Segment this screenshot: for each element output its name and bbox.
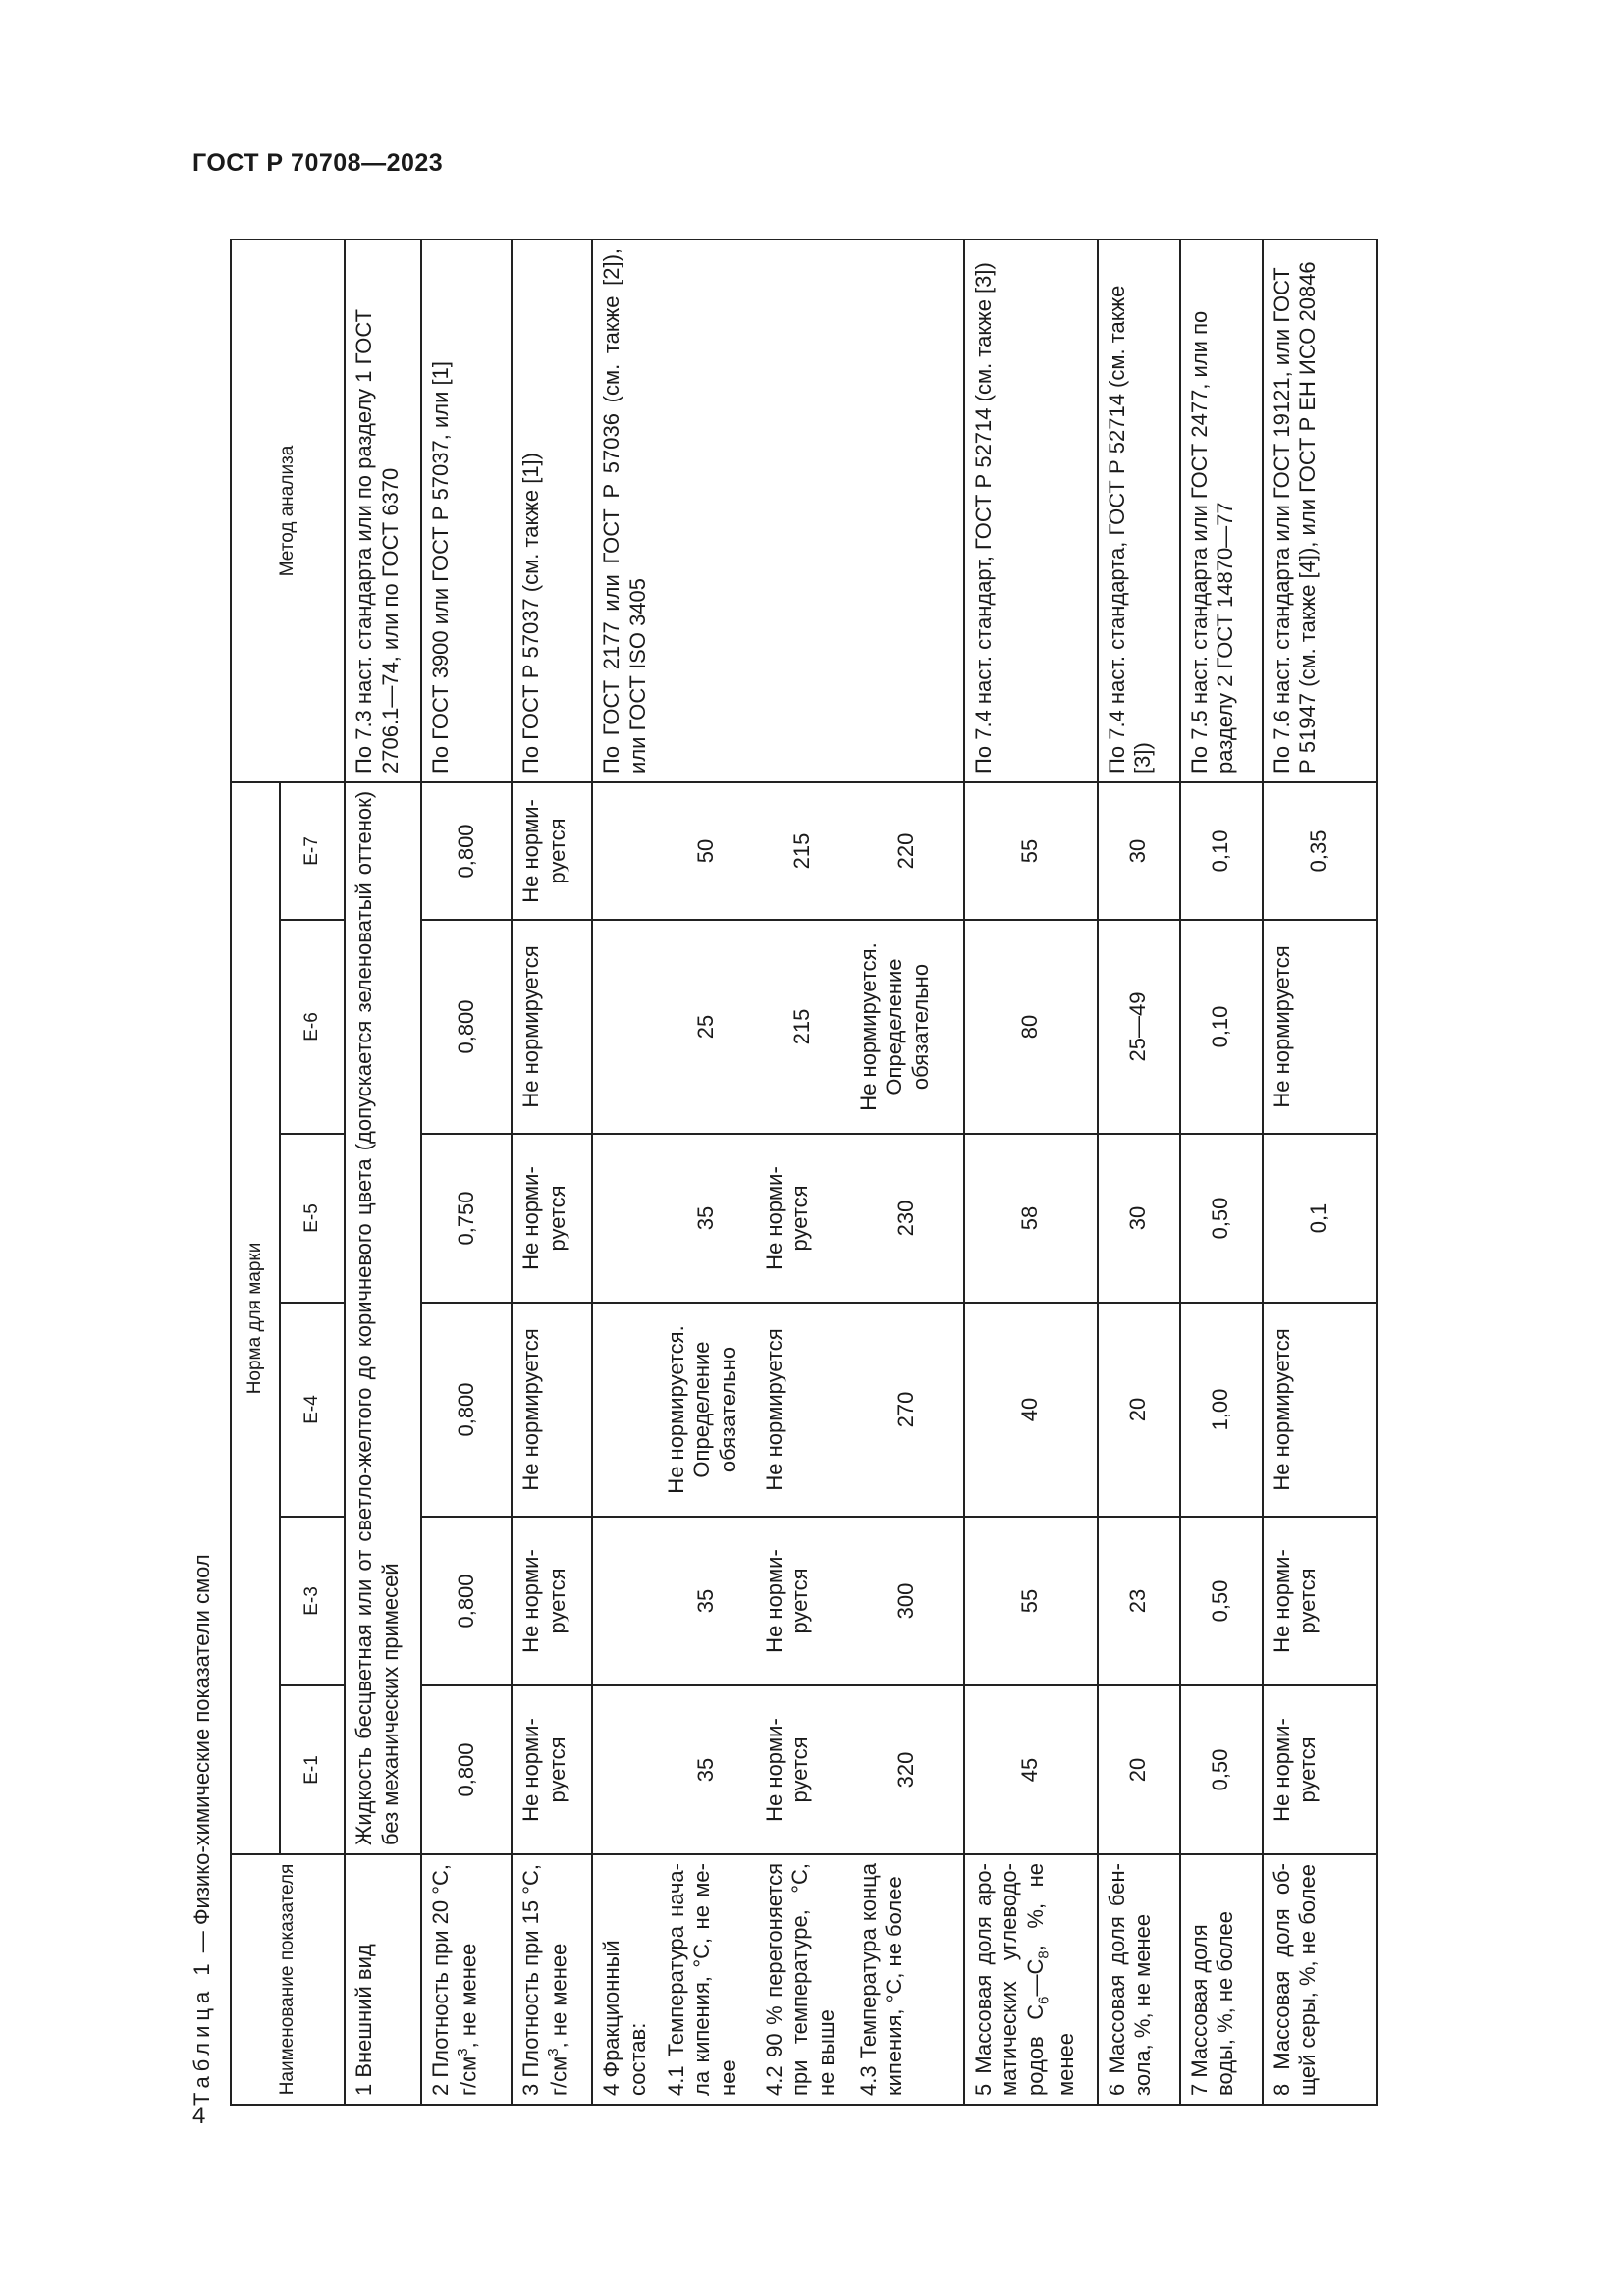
appearance-value: Жидкость бесцветная или от светло-желтого до коричневого цвета (допускается зеленоватый оттенок) без механических примесей — [345, 782, 421, 1854]
value-cell: 20 — [1098, 1685, 1180, 1854]
table-caption-title: — Физико-химические показатели смол — [189, 1554, 214, 1959]
value-cell: 215 — [756, 782, 850, 920]
value-cell: 35 — [658, 1517, 756, 1685]
value-cell: 0,10 — [1180, 920, 1263, 1134]
header-indicator: Наименование показателя — [231, 1854, 345, 2105]
indicator-name: 4 Фракционный состав: — [592, 1854, 658, 2105]
value-cell: 0,50 — [1180, 1517, 1263, 1685]
table-row — [1263, 240, 1377, 2105]
indicator-name: 4.3 Температура конца кипения, °С, не более — [850, 1854, 964, 2105]
table-row — [592, 240, 658, 2105]
value-cell: 0,800 — [421, 1685, 512, 1854]
value-cell: 35 — [658, 1134, 756, 1303]
header-grade: Е-6 — [280, 920, 345, 1134]
value-cell: 230 — [850, 1134, 964, 1303]
table-row — [512, 240, 592, 2105]
value-cell: 0,800 — [421, 782, 512, 920]
value-cell: 0,35 — [1263, 782, 1377, 920]
indicator-name: 4.2 90 % перегоняется при температуре, °С, не выше — [756, 1854, 850, 2105]
header-norm: Норма для марки — [231, 782, 280, 1854]
value-cell: 40 — [964, 1303, 1098, 1517]
value-cell: 30 — [1098, 1134, 1180, 1303]
value-cell: 215 — [756, 920, 850, 1134]
header-grade: Е-7 — [280, 782, 345, 920]
value-cell: 58 — [964, 1134, 1098, 1303]
value-cell: Не нормируется — [512, 1303, 592, 1517]
document-code: ГОСТ Р 70708—2023 — [192, 149, 444, 177]
value-cell: 23 — [1098, 1517, 1180, 1685]
table-row — [1180, 240, 1263, 2105]
value-cell: 50 — [658, 782, 756, 920]
indicator-name: 3 Плотность при 15 °С, $г/см^3$, не менее — [512, 1854, 592, 2105]
indicator-name: 8 Массовая доля общей серы, %, не более — [1263, 1854, 1377, 2105]
value-cell: 220 — [850, 782, 964, 920]
value-cell: Не нормируется — [512, 1517, 592, 1685]
table-caption — [175, 240, 230, 2106]
value-cell: 30 — [1098, 782, 1180, 920]
value-cell: 0,50 — [1180, 1685, 1263, 1854]
method-cell: По ГОСТ 3900 или ГОСТ Р 57037, или [1] — [421, 240, 512, 782]
header-method: Метод анализа — [231, 240, 345, 782]
table-row — [1098, 240, 1180, 2105]
value-cell: Не нормируется — [512, 782, 592, 920]
value-cell: 1,00 — [1180, 1303, 1263, 1517]
indicator-name: 2 Плотность при 20 °С, $г/см^3$, не менее — [421, 1854, 512, 2105]
method-cell: По 7.6 наст. стандарта или ГОСТ 19121, или ГОСТ Р 51947 (см. также [4]), или ГОСТ Р ЕН ИСО 20846 — [1263, 240, 1377, 782]
value-cell: 0,750 — [421, 1134, 512, 1303]
value-cell: 270 — [850, 1303, 964, 1517]
header-grade: Е-5 — [280, 1134, 345, 1303]
table-caption-label: Таблица 1 — [189, 1958, 214, 2106]
value-cell: 300 — [850, 1517, 964, 1685]
indicator-name: 7 Массовая доля воды, %, не более — [1180, 1854, 1263, 2105]
value-cell: Не нормируется — [756, 1517, 850, 1685]
value-cell: 0,800 — [421, 920, 512, 1134]
value-cell: Не нормируется — [756, 1303, 850, 1517]
value-cell: 25 — [658, 920, 756, 1134]
method-cell: По 7.4 наст. стандарта, ГОСТ Р 52714 (см. также [3]) — [1098, 240, 1180, 782]
value-cell: 45 — [964, 1685, 1098, 1854]
value-cell: 55 — [964, 1517, 1098, 1685]
indicator-name: 5 Массовая доля ароматических углеводородов $С_6—С_8$, %, не менее — [964, 1854, 1098, 2105]
method-cell: По 7.5 наст. стандарта или ГОСТ 2477, или по разделу 2 ГОСТ 14870—77 — [1180, 240, 1263, 782]
physico-chemical-table — [230, 239, 1378, 2106]
method-cell: По ГОСТ 2177 или ГОСТ Р 57036 (см. также [2]), или ГОСТ ISO 3405 — [592, 240, 964, 782]
value-cell: 320 — [850, 1685, 964, 1854]
value-cell: 20 — [1098, 1303, 1180, 1517]
table-row — [421, 240, 512, 2105]
method-cell: По 7.3 наст. стандарта или по разделу 1 ГОСТ 2706.1—74, или по ГОСТ 6370 — [345, 240, 421, 782]
method-cell: По ГОСТ Р 57037 (см. также [1]) — [512, 240, 592, 782]
value-cell: Не нормируется — [512, 1134, 592, 1303]
table-row — [964, 240, 1098, 2105]
value-cell: Не нормируется — [1263, 920, 1377, 1134]
value-cell: Не нормируется. Определение обязательно — [850, 920, 964, 1134]
table-row — [345, 240, 421, 2105]
value-cell: 35 — [658, 1685, 756, 1854]
value-cell: Не нормируется — [1263, 1517, 1377, 1685]
value-cell: 0,10 — [1180, 782, 1263, 920]
method-cell: По 7.4 наст. стандарт, ГОСТ Р 52714 (см. также [3]) — [964, 240, 1098, 782]
indicator-name: 1 Внешний вид — [345, 1854, 421, 2105]
value-cell: Не нормируется — [1263, 1303, 1377, 1517]
value-cell: 25—49 — [1098, 920, 1180, 1134]
rotated-table-block — [175, 240, 1456, 2106]
value-cell: Не нормируется — [756, 1134, 850, 1303]
value-cell: Не нормируется — [512, 1685, 592, 1854]
value-cell: 0,1 — [1263, 1134, 1377, 1303]
value-cell: 0,800 — [421, 1517, 512, 1685]
header-grade: Е-4 — [280, 1303, 345, 1517]
value-cell: 0,800 — [421, 1303, 512, 1517]
value-cell: Не нормируется — [1263, 1685, 1377, 1854]
page-number: 4 — [192, 2103, 206, 2129]
value-cell: Не нормируется. Определение обязательно — [658, 1303, 756, 1517]
value-cell: Не нормируется — [512, 920, 592, 1134]
value-cell: 80 — [964, 920, 1098, 1134]
value-cell: Не нормируется — [756, 1685, 850, 1854]
value-cell: 0,50 — [1180, 1134, 1263, 1303]
header-grade: Е-3 — [280, 1517, 345, 1685]
indicator-name: 6 Массовая доля бензола, %, не менее — [1098, 1854, 1180, 2105]
header-grade: Е-1 — [280, 1685, 345, 1854]
value-cell: 55 — [964, 782, 1098, 920]
indicator-name: 4.1 Температура начала кипения, °С, не менее — [658, 1854, 756, 2105]
